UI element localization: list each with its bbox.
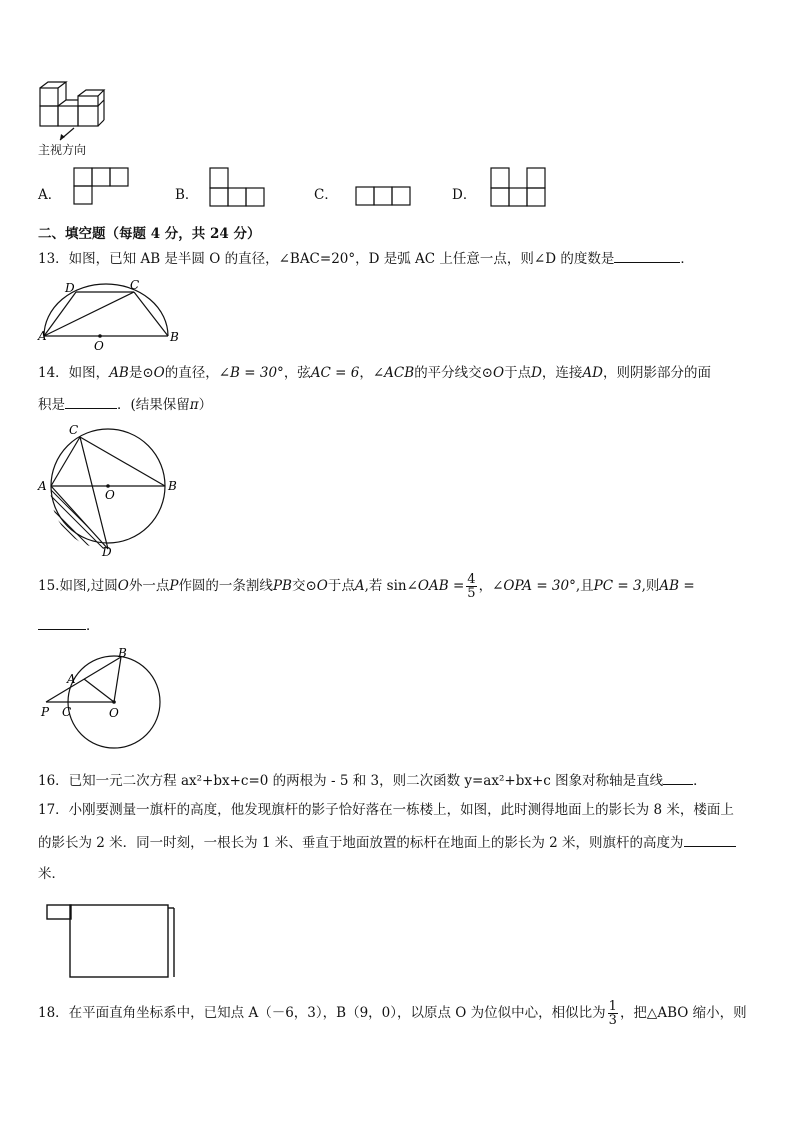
q15-var: PC = 3: [593, 578, 642, 594]
q13-label-c: C: [130, 278, 140, 292]
q18-fraction: [608, 1000, 618, 1027]
q15-end: ．: [86, 618, 100, 634]
q18-text: ，把△ABO 缩小，则: [619, 1005, 747, 1021]
q15-label-o: O: [109, 706, 119, 720]
question-15-line-2: [38, 615, 764, 636]
q14-var: ∠ACB: [372, 365, 415, 381]
q15-text: ,则: [641, 578, 660, 594]
q14-var: AB: [109, 365, 129, 381]
q15-text: 作圆的一条割线: [178, 578, 273, 594]
question-13: [38, 248, 764, 269]
q13-end: ．: [680, 251, 694, 267]
q14-text: 积是: [38, 397, 65, 413]
option-a-label: A．: [38, 187, 62, 203]
block-solid-figure: [38, 82, 118, 142]
q15-var: O: [316, 578, 328, 594]
q14-text: 于点: [504, 365, 532, 381]
question-18: [38, 998, 764, 1028]
question-17-line-3: 米．: [38, 866, 65, 882]
q15-circle-figure: [38, 645, 173, 755]
q14-pi: π: [189, 397, 199, 413]
q14-text: ）: [198, 397, 213, 413]
q14-circle-figure: [36, 423, 186, 558]
q14-label-a: A: [38, 479, 47, 493]
q15-text: 外一点: [128, 578, 170, 594]
q13-label-b: B: [170, 330, 179, 344]
q14-var: ∠B = 30°: [218, 365, 284, 381]
q18-text: 18．在平面直角坐标系中，已知点 A（－6，3），B（9，0），以原点 O 为位似中心，相似比为: [38, 1005, 606, 1021]
q14-label-d: D: [102, 545, 112, 559]
q14-text: ，弦: [283, 365, 311, 381]
question-17-line-2: [38, 832, 764, 853]
option-d-label: D．: [452, 187, 477, 203]
q14-var: O: [493, 365, 505, 381]
q15-label-p: P: [41, 705, 50, 719]
q15-text: 交⊙: [291, 578, 317, 594]
q15-var: AB =: [659, 578, 695, 594]
q16-answer-blank[interactable]: [663, 770, 693, 785]
q14-text: 的直径，: [164, 365, 219, 381]
q15-var: PB: [272, 578, 292, 594]
q15-text: ,且: [575, 578, 594, 594]
q15-var: P: [169, 578, 179, 594]
q13-label-d: D: [65, 281, 75, 295]
q15-label-c: C: [62, 705, 72, 719]
q13-label-a: A: [38, 329, 47, 343]
q15-fraction: [466, 573, 476, 600]
q17-building-figure: [44, 902, 184, 982]
q18-frac-num: 1: [608, 999, 617, 1014]
question-17-line-1: 17．小刚要测量一旗杆的高度，他发现旗杆的影子恰好落在一栋楼上，如图，此时测得地面上的影长为 8 米，楼面上: [38, 802, 734, 818]
option-c-view-icon: [355, 186, 415, 210]
q13-text: 13．如图，已知 AB 是半圆 O 的直径，∠BAC=20°，D 是弧 AC 上任意一点，则∠D 的度数是: [38, 251, 615, 267]
q14-label-c: C: [69, 423, 79, 437]
q14-text: 的平分线交⊙: [414, 365, 493, 381]
question-14-line-2: [38, 394, 764, 415]
q15-var: O: [117, 578, 129, 594]
q15-text: ,若 sin: [364, 578, 407, 594]
q13-answer-blank[interactable]: [614, 248, 680, 263]
question-14-line-1: [38, 363, 764, 383]
option-b-view-icon: [209, 167, 269, 209]
question-15-line-1: [38, 571, 764, 601]
q15-text: 于点: [327, 578, 355, 594]
q14-var: AC = 6: [310, 365, 360, 381]
q15-label-a: A: [67, 672, 76, 686]
q15-answer-blank[interactable]: [38, 615, 86, 630]
q15-var: A: [354, 578, 365, 594]
q14-var: O: [153, 365, 165, 381]
option-d-view-icon: [490, 167, 550, 209]
q13-semicircle-figure: [38, 278, 179, 353]
q17-text: 的影长为 2 米．同一时刻，一根长为 1 米、垂直于地面放置的标杆在地面上的影长为 2 米，则旗杆的高度为: [38, 835, 684, 851]
q15-var: ∠OAB =: [406, 578, 465, 594]
q14-text: 是⊙: [128, 365, 154, 381]
q14-label-b: B: [168, 479, 177, 493]
q15-var: ∠OPA = 30°: [492, 578, 576, 594]
question-16: [38, 770, 764, 791]
q15-frac-num: 4: [467, 572, 476, 587]
q14-text: ．(结果保留: [117, 397, 190, 413]
q15-text: 15.如图,过圆: [38, 578, 118, 594]
q15-label-b: B: [118, 646, 127, 660]
q16-text: 16．已知一元二次方程 ax²+bx+c=0 的两根为 - 5 和 3，则二次函数 y=ax²+bx+c 图象对称轴是直线: [38, 773, 664, 789]
q16-end: ．: [693, 773, 707, 789]
q14-label-o: O: [105, 488, 115, 502]
option-c-label: C．: [314, 187, 338, 203]
q14-answer-blank[interactable]: [65, 394, 117, 409]
q14-text: 14．如图，: [38, 365, 110, 381]
option-b-label: B．: [175, 187, 199, 203]
q15-text: ，: [478, 578, 493, 594]
view-direction-caption: 主视方向: [38, 143, 87, 157]
q14-text: ，则阴影部分的面: [602, 365, 711, 381]
q14-var: AD: [582, 365, 603, 381]
q14-text: ，连接: [541, 365, 583, 381]
section-title: 二、填空题（每题 4 分，共 24 分）: [38, 226, 261, 242]
q15-frac-den: 5: [467, 586, 476, 601]
q13-label-o: O: [94, 339, 104, 353]
q17-answer-blank[interactable]: [684, 832, 736, 847]
q14-var: D: [531, 365, 542, 381]
option-a-view-icon: [73, 167, 133, 207]
q18-frac-den: 3: [608, 1013, 617, 1028]
q14-text: ，: [359, 365, 373, 381]
